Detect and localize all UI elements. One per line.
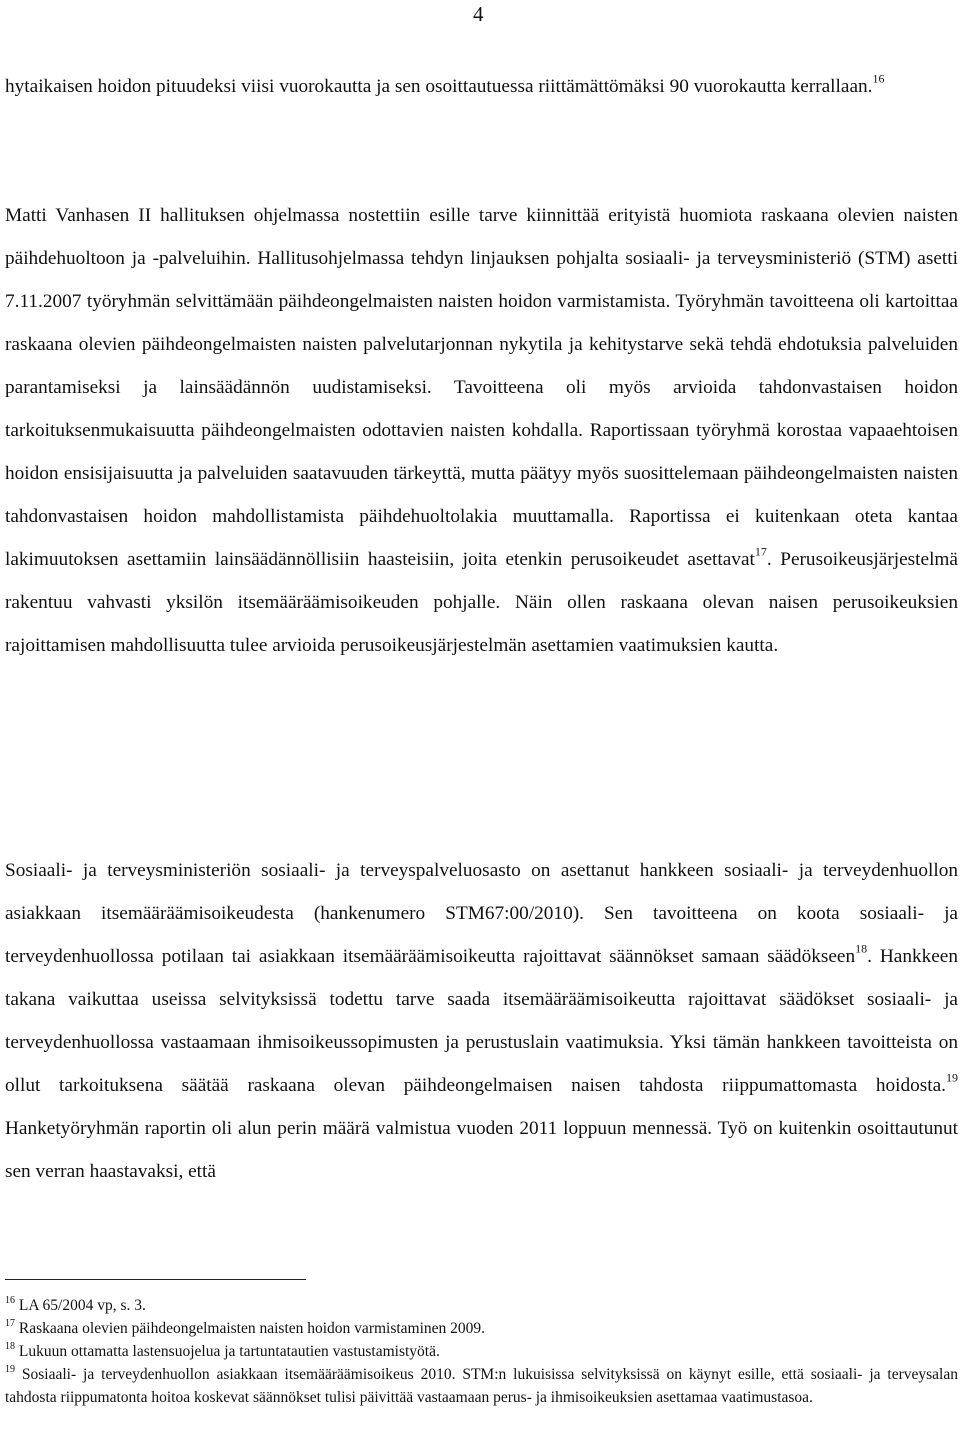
- paragraph-text: Hanketyöryhmän raportin oli alun perin määrä valmistua vuoden 2011 loppuun mennessä. Työ on kuitenkin osoittautunut sen verran haastavaksi, että: [5, 1118, 958, 1182]
- paragraph-text: hytaikaisen hoidon pituudeksi viisi vuorokautta ja sen osoittautuessa riittämättömäksi 90 vuorokautta kerrallaan.: [5, 76, 873, 97]
- paragraph-text: . Perusoikeusjärjestelmä rakentuu vahvasti yksilön itsemääräämisoikeuden pohjalle. Näin ollen raskaana olevan naisen perusoikeuksien rajoittamisen mahdollisuutta tulee arvioida perusoikeusjärjestelmän asettamien vaatimuksien kautta.: [5, 549, 958, 656]
- paragraph-text: Matti Vanhasen II hallituksen ohjelmassa nostettiin esille tarve kiinnittää erityistä huomiota raskaana olevien naisten päihdehuoltoon ja -palveluihin. Hallitusohjelmassa tehdyn linjauksen pohjalta sosiaali- ja terveysministeriö (STM) asetti 7.11.2007 työryhmän selvittämään päihdeongelmaisten naisten hoidon varmistamista. Työryhmän tavoitteena oli kartoittaa raskaana olevien päihdeongelmaisten naisten palvelutarjonnan nykytila ja kehitystarve sekä tehdä ehdotuksia palveluiden parantamiseksi ja lainsäädännön uudistamiseksi. Tavoitteena oli myös arvioida tahdonvastaisen hoidon tarkoituksenmukaisuutta päihdeongelmaisten odottavien naisten kohdalla. Raportissaan työryhmä korostaa vapaaehtoisen hoidon ensisijaisuutta ja palveluiden saatavuuden tärkeyttä, mutta päätyy myös suosittelemaan päihdeongelmaisten naisten tahdonvastaisen hoidon mahdollistamista päihdehuoltolakia muuttamalla. Raportissa ei kuitenkaan oteta kantaa lakimuutoksen asettamiin lainsäädännöllisiin haasteisiin, joita etenkin perusoikeudet asettavat: [5, 205, 958, 570]
- footnote-number: 17: [5, 1318, 15, 1329]
- footnote-text: Lukuun ottamatta lastensuojelua ja tartuntatautien vastustamistyötä.: [18, 1343, 440, 1360]
- body-paragraph-2: [5, 194, 958, 667]
- footnote-number: 16: [5, 1295, 15, 1306]
- footnote-16: [5, 1294, 958, 1317]
- body-paragraph-3: [5, 849, 958, 1193]
- footnotes: [5, 1294, 958, 1409]
- footnote-number: 18: [5, 1341, 15, 1352]
- footnote-18: [5, 1340, 958, 1363]
- footnote-ref-19[interactable]: 19: [946, 1070, 958, 1085]
- footnote-17: [5, 1317, 958, 1340]
- footnote-number: 19: [5, 1364, 15, 1375]
- footnote-ref-16[interactable]: 16: [872, 71, 885, 86]
- footnote-ref-17[interactable]: 17: [754, 544, 767, 559]
- footnote-ref-18[interactable]: 18: [855, 941, 868, 956]
- footnote-19: [5, 1363, 958, 1409]
- paragraph-text: Sosiaali- ja terveysministeriön sosiaali- ja terveyspalveluosasto on asettanut hankkeen sosiaali- ja terveydenhuollon asiakkaan itsemääräämisoikeudesta (hankenumero STM67:00/2010). Sen tavoitteena on koota sosiaali- ja terveydenhuollossa potilaan tai asiakkaan itsemääräämisoikeutta rajoittavat säännökset samaan säädökseen: [5, 860, 958, 967]
- body-paragraph-1: [5, 65, 958, 108]
- footnote-text: Raskaana olevien päihdeongelmaisten naisten hoidon varmistaminen 2009.: [18, 1320, 486, 1337]
- paragraph-text: . Hankkeen takana vaikuttaa useissa selvityksissä todettu tarve saada itsemääräämisoikeutta rajoittavat säädökset sosiaali- ja terveydenhuollossa vastaamaan ihmisoikeussopimusten ja perustuslain vaatimuksia. Yksi tämän hankkeen tavoitteista on ollut tarkoituksena säätää raskaana olevan päihdeongelmaisen naisen tahdosta riippumattomasta hoidosta.: [5, 946, 958, 1096]
- footnote-divider: [5, 1279, 306, 1280]
- footnote-text: Sosiaali- ja terveydenhuollon asiakkaan itsemääräämisoikeus 2010. STM:n lukuisissa selvityksissä on käynyt esille, että sosiaali- ja terveysalan tahdosta riippumatonta hoitoa koskevat säännökset tulisi päivittää vastaamaan perus- ja ihmisoikeuksien asettamaa vaatimustasoa.: [5, 1366, 958, 1406]
- page-number: 4: [473, 2, 484, 26]
- footnote-text: LA 65/2004 vp, s. 3.: [18, 1297, 146, 1314]
